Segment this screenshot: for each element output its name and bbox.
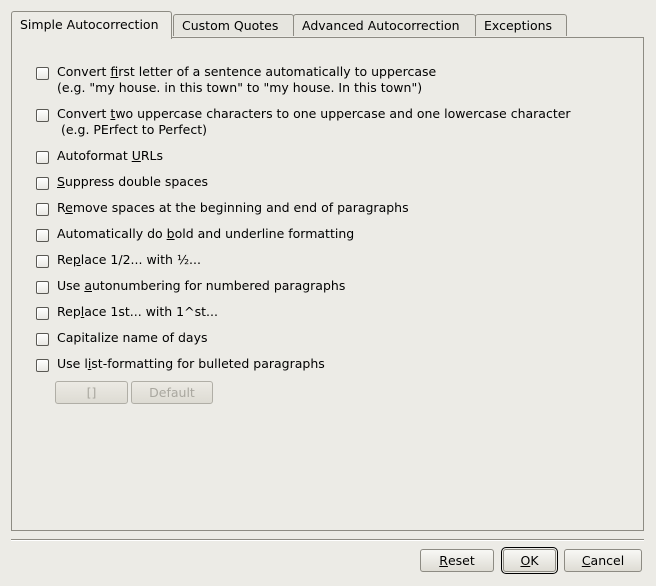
- option-bold-underline[interactable]: [36, 226, 354, 242]
- checkbox[interactable]: [36, 203, 49, 216]
- option-label: Replace 1/2... with ½...: [57, 252, 201, 267]
- option-label: Use list-formatting for bulleted paragraphs: [57, 356, 325, 371]
- checkbox[interactable]: [36, 333, 49, 346]
- checkbox[interactable]: [36, 151, 49, 164]
- option-label: Automatically do bold and underline formatting: [57, 226, 355, 241]
- option-label: Convert first letter of a sentence automatically to uppercase (e.g. "my house. in this town" to "my house. In this town"): [57, 64, 437, 95]
- option-label: Capitalize name of days: [57, 330, 208, 345]
- option-autoformat-urls[interactable]: [36, 148, 163, 164]
- ok-button[interactable]: O K: [503, 549, 556, 572]
- checkbox[interactable]: [36, 281, 49, 294]
- option-two-uppercase[interactable]: [36, 106, 571, 138]
- option-remove-spaces[interactable]: [36, 200, 409, 216]
- separator: [11, 539, 644, 541]
- bullet-character-button[interactable]: []: [55, 381, 128, 404]
- tab-advanced-autocorrection[interactable]: [293, 14, 476, 36]
- checkbox[interactable]: [36, 67, 49, 80]
- checkbox[interactable]: [36, 255, 49, 268]
- option-autonumbering[interactable]: [36, 278, 345, 294]
- option-label: Replace 1st... with 1^st...: [57, 304, 218, 319]
- option-suppress-double-spaces[interactable]: [36, 174, 208, 190]
- option-label: Use autonumbering for numbered paragraphs: [57, 278, 346, 293]
- option-label: Suppress double spaces: [57, 174, 209, 189]
- option-label: Convert two uppercase characters to one uppercase and one lowercase character (e.g. PErfect to Perfect): [57, 106, 571, 137]
- option-label: Autoformat URLs: [57, 148, 164, 163]
- checkbox[interactable]: [36, 109, 49, 122]
- option-capitalize-days[interactable]: [36, 330, 207, 346]
- simple-autocorrection-panel: [11, 37, 644, 531]
- bullet-default-button[interactable]: Default: [131, 381, 213, 404]
- reset-button[interactable]: R eset: [420, 549, 494, 572]
- tab-label: Custom Quotes: [182, 18, 279, 33]
- option-replace-ordinals[interactable]: [36, 304, 218, 320]
- option-label: Remove spaces at the beginning and end of paragraphs: [57, 200, 409, 215]
- tab-label: Exceptions: [484, 18, 553, 33]
- checkbox[interactable]: [36, 307, 49, 320]
- option-example: (e.g. "my house. in this town" to "my house. In this town"): [57, 80, 423, 95]
- option-example: (e.g. PErfect to Perfect): [57, 122, 207, 137]
- tab-exceptions[interactable]: [475, 14, 567, 36]
- tab-label: Advanced Autocorrection: [302, 18, 460, 33]
- option-list-formatting[interactable]: [36, 356, 325, 372]
- tab-custom-quotes[interactable]: [173, 14, 294, 36]
- checkbox[interactable]: [36, 229, 49, 242]
- tab-simple-autocorrection[interactable]: [11, 11, 172, 39]
- option-uppercase-first-letter[interactable]: [36, 64, 436, 96]
- cancel-button[interactable]: C ancel: [564, 549, 642, 572]
- tab-label: Simple Autocorrection: [20, 17, 159, 32]
- option-replace-fractions[interactable]: [36, 252, 201, 268]
- checkbox[interactable]: [36, 359, 49, 372]
- checkbox[interactable]: [36, 177, 49, 190]
